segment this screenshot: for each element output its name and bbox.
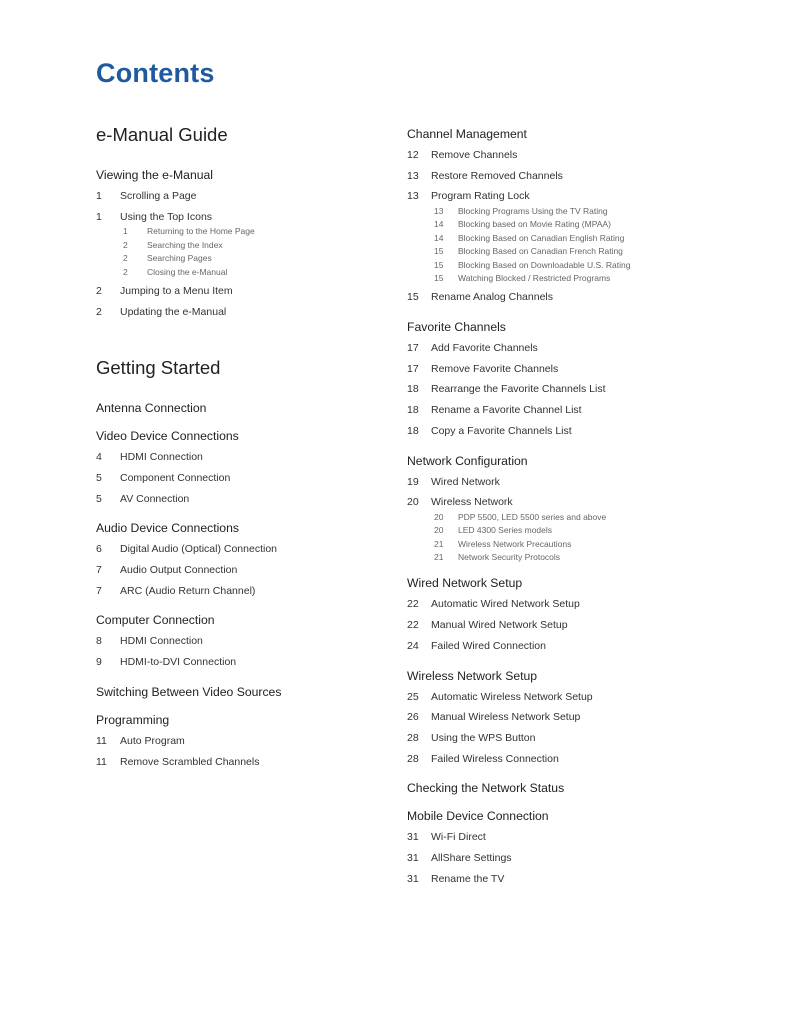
toc-entry-title: Manual Wireless Network Setup [431, 711, 581, 724]
toc-entry-page-number: 26 [407, 711, 419, 724]
toc-entry[interactable] [96, 560, 396, 581]
toc-entry[interactable] [96, 281, 396, 302]
toc-entry-page-number: 15 [407, 291, 419, 304]
toc-entry-title: Using the Top Icons [120, 210, 213, 223]
toc-subentry-page-number: 1 [123, 226, 128, 237]
toc-group-heading[interactable]: Antenna Connection [96, 401, 207, 416]
toc-right-column [407, 125, 767, 899]
toc-entry[interactable] [96, 489, 396, 510]
toc-subentry-title: Blocking Based on Downloadable U.S. Rating [458, 259, 631, 270]
toc-entry-page-number: 7 [96, 584, 102, 597]
toc-subentry-page-number: 15 [434, 273, 444, 284]
toc-subentry-title: Searching Pages [147, 253, 212, 264]
toc-group [96, 683, 396, 701]
toc-subentry-title: LED 4300 Series models [458, 525, 553, 536]
toc-entry-page-number: 1 [96, 210, 102, 223]
toc-entry-title: Scrolling a Page [120, 190, 197, 202]
toc-group-heading[interactable]: Audio Device Connections [96, 521, 239, 536]
toc-entry[interactable] [96, 186, 396, 207]
toc-group [96, 519, 396, 601]
toc-entry-title: Updating the e-Manual [120, 305, 227, 318]
toc-subentry[interactable] [434, 272, 767, 285]
toc-subentry-page-number: 13 [434, 206, 444, 217]
toc-subentry[interactable] [434, 245, 767, 258]
toc-group [96, 427, 396, 509]
toc-subentry[interactable] [434, 511, 767, 524]
toc-group [407, 125, 767, 308]
toc-subentry[interactable] [123, 266, 396, 279]
toc-subentry-page-number: 20 [434, 525, 444, 536]
toc-entry-title: Audio Output Connection [120, 564, 238, 577]
toc-entry-title: Failed Wireless Connection [431, 752, 559, 765]
toc-group [96, 399, 396, 417]
toc-entry-title: Wired Network [431, 475, 500, 488]
toc-group-heading[interactable]: Computer Connection [96, 613, 215, 628]
toc-subentry[interactable] [123, 225, 396, 238]
toc-subentry-title: Network Security Protocols [458, 552, 561, 563]
toc-entry-title: HDMI Connection [120, 635, 203, 648]
toc-entry[interactable] [407, 869, 767, 890]
toc-entry-title: Rearrange the Favorite Channels List [431, 383, 606, 396]
toc-entry[interactable] [407, 636, 767, 657]
toc-entry-title: AllShare Settings [431, 851, 512, 864]
toc-entry-title: Program Rating Lock [431, 190, 530, 203]
toc-entry[interactable] [407, 186, 767, 207]
toc-group-heading[interactable]: Checking the Network Status [407, 781, 565, 796]
toc-subentry-title: Closing the e-Manual [147, 266, 228, 277]
toc-entry[interactable] [96, 652, 396, 673]
toc-entry-title: Remove Scrambled Channels [120, 755, 260, 768]
toc-subentry-page-number: 2 [123, 253, 128, 264]
toc-entry-page-number: 7 [96, 564, 102, 577]
toc-left-column [96, 124, 396, 782]
toc-subentry[interactable] [434, 205, 767, 218]
toc-entry[interactable] [96, 539, 396, 560]
toc-entry-page-number: 28 [407, 731, 419, 744]
toc-subentry-title: Blocking Based on Canadian English Rating [458, 232, 625, 243]
toc-entry[interactable] [96, 207, 396, 228]
toc-entry-page-number: 25 [407, 690, 419, 703]
toc-entry[interactable] [96, 752, 396, 773]
toc-entry-page-number: 1 [96, 190, 102, 202]
toc-entry-title: Remove Favorite Channels [431, 362, 559, 375]
toc-group-heading[interactable]: Switching Between Video Sources [96, 684, 282, 699]
toc-subentry-list [407, 205, 767, 285]
toc-subentry[interactable] [434, 232, 767, 245]
toc-entry-page-number: 11 [96, 755, 107, 768]
toc-entry-page-number: 6 [96, 543, 102, 556]
toc-entry-page-number: 9 [96, 656, 102, 669]
toc-entry-title: Automatic Wireless Network Setup [431, 690, 593, 703]
toc-entry[interactable] [96, 468, 396, 489]
toc-entry-page-number: 11 [96, 734, 107, 747]
toc-entry-title: Automatic Wired Network Setup [431, 598, 580, 611]
toc-subentry-title: PDP 5500, LED 5500 series and above [458, 511, 607, 522]
toc-entry-page-number: 5 [96, 492, 102, 505]
toc-entry-title: Wi-Fi Direct [431, 831, 486, 844]
toc-subentry-page-number: 2 [123, 239, 128, 250]
toc-subentry-page-number: 14 [434, 232, 444, 243]
toc-subentry-list [96, 225, 396, 279]
toc-group-heading[interactable]: Favorite Channels [407, 320, 506, 335]
toc-entry[interactable] [407, 400, 767, 421]
toc-entry[interactable] [407, 287, 767, 308]
toc-subentry-page-number: 2 [123, 266, 128, 277]
toc-entry-page-number: 18 [407, 424, 419, 437]
toc-group-heading[interactable]: Network Configuration [407, 453, 528, 468]
toc-entry[interactable] [407, 492, 767, 513]
toc-group [96, 166, 396, 322]
toc-entry[interactable] [96, 302, 396, 323]
toc-subentry[interactable] [123, 252, 396, 265]
toc-subentry-page-number: 14 [434, 219, 444, 230]
toc-subentry-title: Wireless Network Precautions [458, 538, 572, 549]
toc-group [96, 611, 396, 672]
toc-subentry[interactable] [434, 218, 767, 231]
toc-entry[interactable] [407, 472, 767, 493]
toc-entry[interactable] [407, 615, 767, 636]
toc-subentry-title: Blocking Based on Canadian French Rating [458, 246, 623, 257]
toc-subentry-title: Returning to the Home Page [147, 226, 255, 237]
toc-entry-page-number: 18 [407, 383, 419, 396]
toc-entry-page-number: 20 [407, 496, 419, 509]
toc-section-heading[interactable]: Getting Started [96, 357, 221, 379]
toc-entry-title: Restore Removed Channels [431, 169, 563, 182]
toc-group-heading[interactable]: Wireless Network Setup [407, 668, 538, 683]
toc-group-heading[interactable]: Viewing the e-Manual [96, 168, 213, 182]
toc-entry-page-number: 17 [407, 342, 419, 355]
toc-entry[interactable] [407, 145, 767, 166]
toc-entry-title: Using the WPS Button [431, 731, 536, 744]
toc-subentry-page-number: 15 [434, 259, 444, 270]
toc-entry-title: Remove Channels [431, 149, 518, 161]
toc-entry-title: Auto Program [120, 734, 185, 747]
toc-entry-title: Manual Wired Network Setup [431, 619, 568, 632]
toc-entry-page-number: 4 [96, 451, 102, 464]
toc-entry-page-number: 5 [96, 472, 102, 484]
toc-entry[interactable] [407, 687, 767, 708]
toc-entry-page-number: 17 [407, 362, 419, 375]
toc-subentry-page-number: 20 [434, 511, 444, 522]
toc-subentry-title: Searching the Index [147, 239, 223, 250]
toc-group-heading[interactable]: Programming [96, 712, 170, 727]
toc-subentry[interactable] [434, 524, 767, 537]
toc-entry-page-number: 2 [96, 284, 102, 297]
toc-entry[interactable] [407, 749, 767, 770]
toc-subentry[interactable] [434, 551, 767, 564]
toc-entry-page-number: 28 [407, 752, 419, 765]
toc-entry-title: ARC (Audio Return Channel) [120, 584, 256, 597]
toc-entry-page-number: 31 [407, 872, 419, 885]
toc-subentry[interactable] [434, 538, 767, 551]
toc-entry[interactable] [96, 631, 396, 652]
toc-entry[interactable] [407, 338, 767, 359]
toc-entry-page-number: 18 [407, 404, 419, 417]
toc-entry-page-number: 19 [407, 475, 419, 488]
toc-entry-title: HDMI Connection [120, 451, 203, 464]
toc-entry-title: Rename Analog Channels [431, 291, 554, 304]
toc-entry-title: Rename the TV [431, 872, 505, 885]
toc-subentry-title: Blocking Programs Using the TV Rating [458, 206, 608, 217]
toc-subentry-page-number: 15 [434, 246, 444, 257]
toc-entry-title: Digital Audio (Optical) Connection [120, 543, 277, 556]
toc-entry-page-number: 12 [407, 149, 419, 161]
toc-group-heading[interactable]: Channel Management [407, 127, 527, 141]
toc-entry-title: Component Connection [120, 472, 231, 484]
toc-subentry-page-number: 21 [434, 538, 444, 549]
toc-entry-page-number: 13 [407, 169, 419, 182]
page-title: Contents [96, 58, 215, 88]
toc-group-heading[interactable]: Video Device Connections [96, 429, 239, 444]
toc-entry-page-number: 13 [407, 190, 419, 203]
toc-entry[interactable] [407, 359, 767, 380]
toc-entry[interactable] [407, 379, 767, 400]
toc-entry-page-number: 2 [96, 305, 102, 318]
toc-entry-page-number: 31 [407, 851, 419, 864]
toc-subentry-title: Watching Blocked / Restricted Programs [458, 273, 611, 284]
toc-subentry-list [407, 511, 767, 565]
toc-entry-title: Copy a Favorite Channels List [431, 424, 572, 437]
toc-group [407, 318, 767, 441]
toc-entry[interactable] [96, 731, 396, 752]
toc-entry[interactable] [407, 594, 767, 615]
toc-entry[interactable] [407, 728, 767, 749]
toc-entry-title: Add Favorite Channels [431, 342, 538, 355]
toc-group [407, 574, 767, 656]
toc-section-heading[interactable]: e-Manual Guide [96, 124, 228, 145]
toc-entry[interactable] [407, 827, 767, 848]
toc-entry-title: Jumping to a Menu Item [120, 284, 233, 297]
toc-entry-title: AV Connection [120, 492, 190, 505]
toc-subentry-page-number: 21 [434, 552, 444, 563]
toc-group-heading[interactable]: Mobile Device Connection [407, 809, 549, 824]
toc-entry-page-number: 22 [407, 619, 419, 632]
toc-group [407, 779, 767, 797]
toc-entry-title: Rename a Favorite Channel List [431, 404, 582, 417]
toc-subentry[interactable] [123, 239, 396, 252]
toc-group [407, 667, 767, 770]
toc-entry-page-number: 22 [407, 598, 419, 611]
toc-entry-page-number: 8 [96, 635, 102, 648]
toc-group [407, 452, 767, 565]
toc-entry[interactable] [407, 848, 767, 869]
toc-entry-title: Failed Wired Connection [431, 639, 546, 652]
toc-entry[interactable] [407, 166, 767, 187]
toc-group [96, 711, 396, 772]
toc-group-heading[interactable]: Wired Network Setup [407, 576, 523, 591]
toc-subentry[interactable] [434, 259, 767, 272]
toc-entry-page-number: 31 [407, 831, 419, 844]
toc-entry-title: HDMI-to-DVI Connection [120, 656, 237, 669]
toc-subentry-title: Blocking based on Movie Rating (MPAA) [458, 219, 611, 230]
toc-group [407, 807, 767, 889]
toc-entry[interactable] [407, 707, 767, 728]
toc-entry[interactable] [96, 581, 396, 602]
toc-entry-title: Wireless Network [431, 496, 513, 509]
toc-entry[interactable] [96, 447, 396, 468]
toc-entry-page-number: 24 [407, 639, 419, 652]
toc-entry[interactable] [407, 421, 767, 442]
